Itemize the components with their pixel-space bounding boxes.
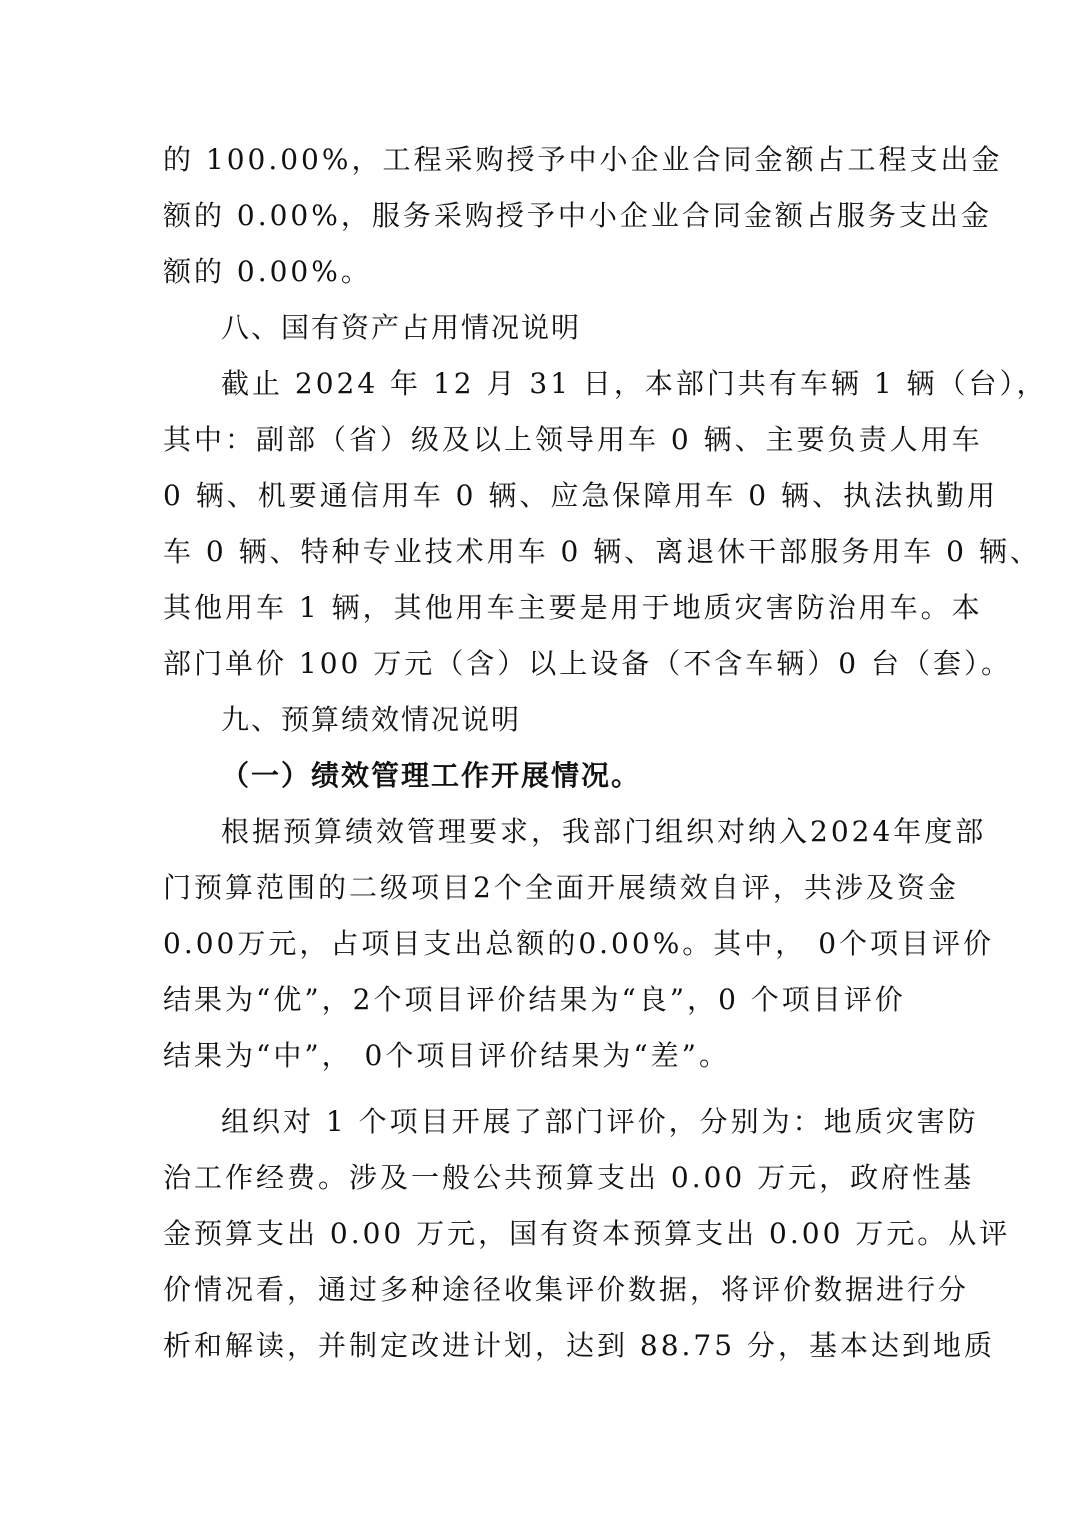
body-text-line: 价情况看，通过多种途径收集评价数据，将评价数据进行分 bbox=[163, 1273, 970, 1306]
body-text-line: 根据预算绩效管理要求，我部门组织对纳入2024年度部 bbox=[221, 815, 987, 848]
body-text-line: 额的 0.00%。 bbox=[163, 255, 372, 288]
subsection-heading: （一）绩效管理工作开展情况。 bbox=[221, 759, 642, 792]
body-text-line: 0 辆、机要通信用车 0 辆、应急保障用车 0 辆、执法执勤用 bbox=[163, 479, 998, 512]
body-text-line: 额的 0.00%，服务采购授予中小企业合同金额占服务支出金 bbox=[163, 199, 992, 232]
body-text-line: 车 0 辆、特种专业技术用车 0 辆、离退休干部服务用车 0 辆、 bbox=[163, 535, 1041, 568]
body-text-line: 结果为“优”，2个项目评价结果为“良”，0 个项目评价 bbox=[163, 983, 906, 1016]
body-text-line: 的 100.00%，工程采购授予中小企业合同金额占工程支出金 bbox=[163, 143, 1003, 176]
body-text-line: 结果为“中”， 0个项目评价结果为“差”。 bbox=[163, 1039, 730, 1072]
body-text-line: 部门单价 100 万元（含）以上设备（不含车辆）0 台（套）。 bbox=[163, 647, 1012, 680]
body-text-line: 组织对 1 个项目开展了部门评价，分别为：地质灾害防 bbox=[221, 1105, 979, 1138]
section-heading-performance: 九、预算绩效情况说明 bbox=[221, 703, 522, 736]
body-text-line: 截止 2024 年 12 月 31 日，本部门共有车辆 1 辆（台）， bbox=[221, 367, 1048, 400]
body-text-line: 0.00万元，占项目支出总额的0.00%。其中， 0个项目评价 bbox=[163, 927, 995, 960]
body-text-line: 其他用车 1 辆，其他用车主要是用于地质灾害防治用车。本 bbox=[163, 591, 983, 624]
body-text-line: 析和解读，并制定改进计划，达到 88.75 分，基本达到地质 bbox=[163, 1329, 995, 1362]
body-text-line: 门预算范围的二级项目2个全面开展绩效自评，共涉及资金 bbox=[163, 871, 959, 904]
section-heading-assets: 八、国有资产占用情况说明 bbox=[221, 311, 582, 344]
body-text-line: 金预算支出 0.00 万元，国有资本预算支出 0.00 万元。从评 bbox=[163, 1217, 1011, 1250]
body-text-line: 其中：副部（省）级及以上领导用车 0 辆、主要负责人用车 bbox=[163, 423, 983, 456]
body-text-line: 治工作经费。涉及一般公共预算支出 0.00 万元，政府性基 bbox=[163, 1161, 975, 1194]
